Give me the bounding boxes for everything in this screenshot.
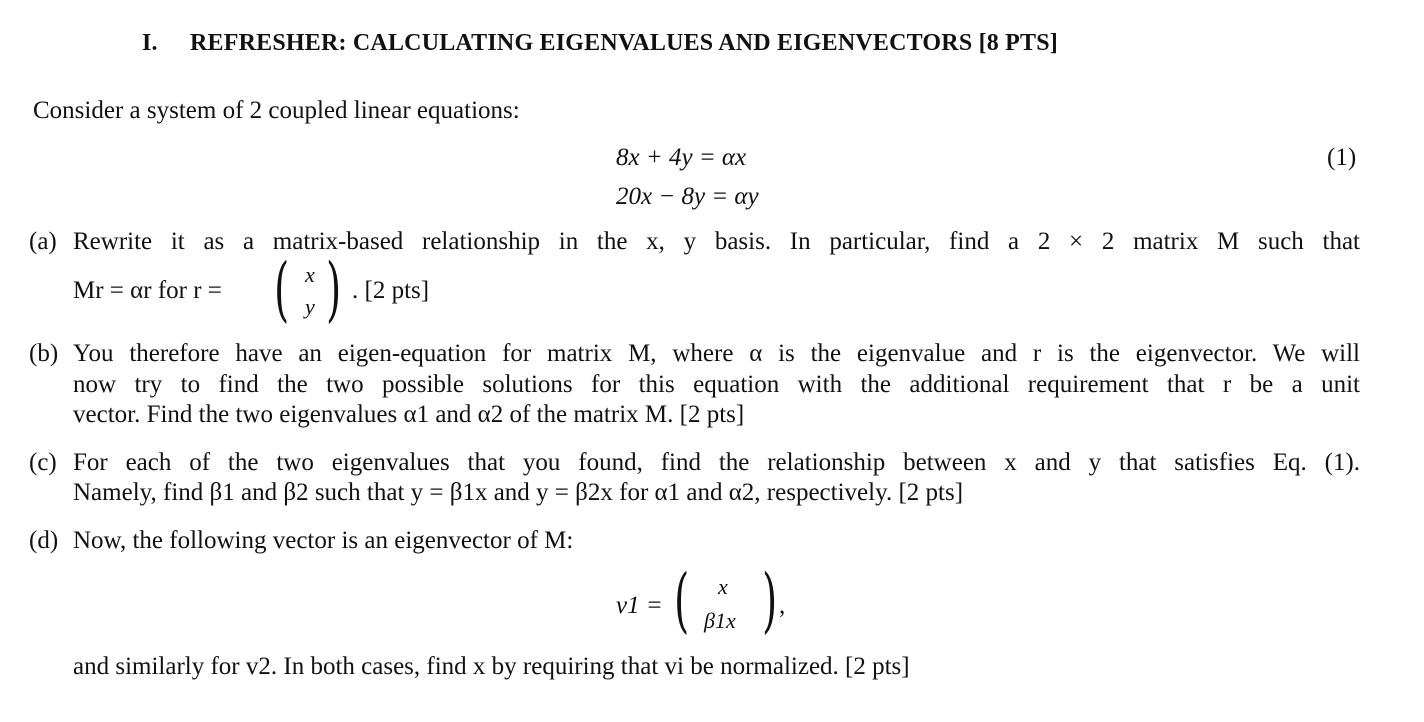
part-d-line-1: Now, the following vector is an eigenvector of M: bbox=[73, 527, 574, 554]
part-c-label: (c) bbox=[29, 449, 57, 476]
section-number: I. bbox=[142, 30, 158, 56]
equation-line-2: 20x − 8y = αy bbox=[616, 183, 759, 210]
part-b-line-3: vector. Find the two eigenvalues α1 and α2 of the matrix M. [2 pts] bbox=[73, 401, 745, 428]
part-a-line-1: Rewrite it as a matrix-based relationship in the x, y basis. In particular, find a 2 × 2 matrix M such that bbox=[73, 228, 1360, 255]
vector-y: y bbox=[305, 294, 315, 319]
part-d-line-2: and similarly for v2. In both cases, find x by requiring that vi be normalized. [2 pts] bbox=[73, 653, 910, 680]
vector-beta1x: β1x bbox=[704, 608, 736, 633]
eigenvector-column-vector bbox=[674, 559, 780, 641]
right-paren: ) bbox=[762, 559, 778, 641]
part-c-line-1: For each of the two eigenvalues that you found, find the relationship between x and y that satisfies Eq. (1). bbox=[73, 449, 1360, 476]
left-paren: ( bbox=[274, 248, 290, 330]
part-a-label: (a) bbox=[29, 228, 57, 255]
part-b-label: (b) bbox=[29, 340, 59, 367]
part-b-line-1: You therefore have an eigen-equation for matrix M, where α is the eigenvalue and r is the eigenvector. We will bbox=[73, 340, 1360, 367]
section-title: REFRESHER: CALCULATING EIGENVALUES AND EIGENVECTORS [8 PTS] bbox=[190, 30, 1058, 56]
eigenvector-equation-lhs: v1 = bbox=[616, 592, 663, 619]
part-a-points: . [2 pts] bbox=[352, 277, 430, 304]
equation-number: (1) bbox=[1327, 144, 1357, 171]
intro-text: Consider a system of 2 coupled linear equations: bbox=[33, 97, 520, 124]
left-paren: ( bbox=[674, 559, 690, 641]
equation-line-1: 8x + 4y = αx bbox=[616, 144, 747, 171]
vector-x: x bbox=[305, 262, 315, 287]
eigenvector-equation-comma: , bbox=[779, 592, 786, 619]
right-paren: ) bbox=[326, 248, 342, 330]
part-a-line-2: Mr = αr for r = bbox=[73, 277, 222, 304]
part-a-column-vector bbox=[274, 248, 344, 330]
vector-x: x bbox=[718, 574, 728, 599]
part-b-line-2: now try to find the two possible solutions for this equation with the additional requirement that r be a unit bbox=[73, 371, 1360, 398]
part-c-line-2: Namely, find β1 and β2 such that y = β1x and y = β2x for α1 and α2, respectively. [2 pts] bbox=[73, 479, 964, 506]
part-d-label: (d) bbox=[29, 527, 59, 554]
